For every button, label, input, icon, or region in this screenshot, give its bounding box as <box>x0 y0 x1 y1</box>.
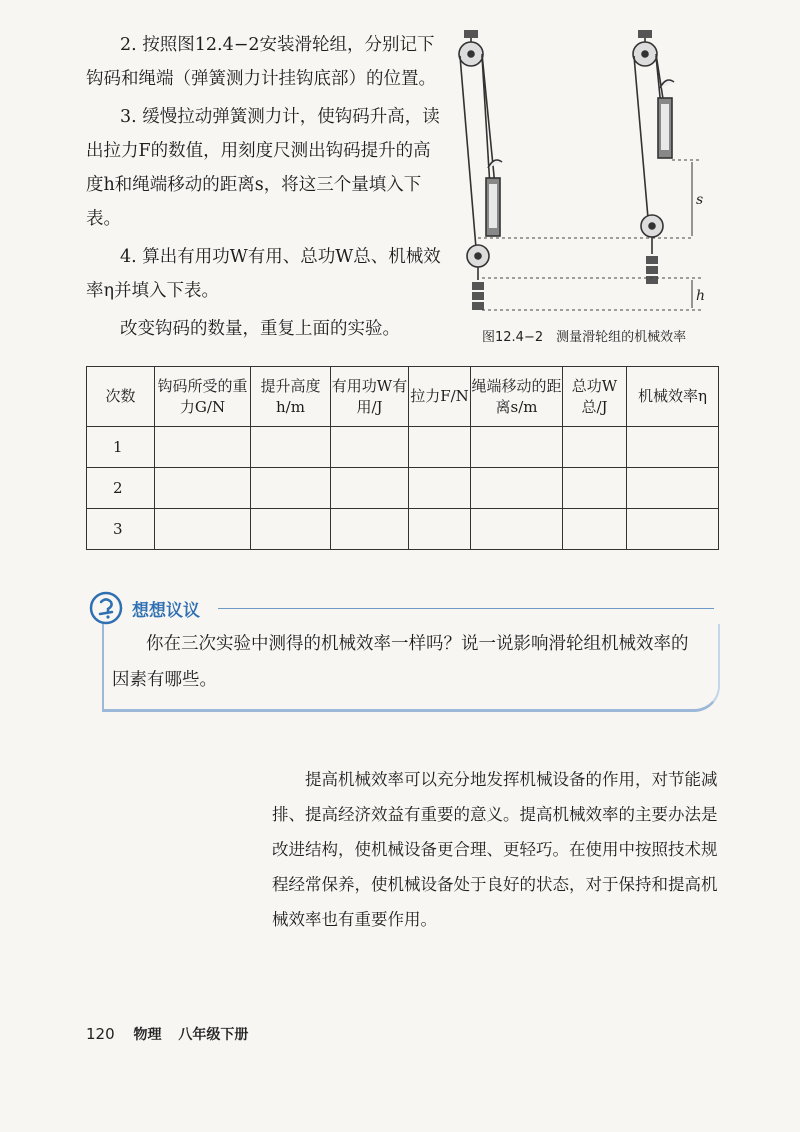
table-cell <box>627 427 719 468</box>
right-pulley-setup <box>633 30 674 284</box>
table-cell <box>409 427 471 468</box>
think-text: 你在三次实验中测得的机械效率一样吗？说一说影响滑轮组机械效率的因素有哪些。 <box>112 634 689 690</box>
pulley-illustration <box>452 28 714 318</box>
think-title: 想想议议 <box>132 601 200 621</box>
table-cell <box>471 427 563 468</box>
table-header-row <box>87 367 719 427</box>
page-number: 120 <box>86 1025 115 1043</box>
title-divider <box>218 608 714 609</box>
table-cell <box>409 468 471 509</box>
table-cell <box>471 509 563 550</box>
table-cell <box>251 427 331 468</box>
table-cell: 1 <box>87 427 155 468</box>
left-pulley-setup <box>459 30 502 310</box>
table-cell: 2 <box>87 468 155 509</box>
table-cell <box>251 468 331 509</box>
table-cell <box>627 468 719 509</box>
header-useful-work: 有用功W有用/J <box>331 367 409 427</box>
page-footer <box>86 1024 260 1044</box>
label-s: s <box>696 192 704 208</box>
header-height: 提升高度h/m <box>251 367 331 427</box>
table-cell <box>331 509 409 550</box>
step-3: 3. 缓慢拉动弹簧测力计，使钩码升高，读出拉力F的数值，用刻度尺测出钩码提升的高度h和绳端移动的距离s，将这三个量填入下表。 <box>86 107 440 229</box>
data-table <box>86 366 718 550</box>
table-cell <box>155 509 251 550</box>
think-discuss-section <box>86 590 722 720</box>
step-2: 2. 按照图12.4−2安装滑轮组，分别记下钩码和绳端（弹簧测力计挂钩底部）的位置。 <box>86 35 436 89</box>
table-row <box>87 427 719 468</box>
header-weight: 钩码所受的重力G/N <box>155 367 251 427</box>
pulley-figure <box>452 28 714 348</box>
header-efficiency: 机械效率η <box>627 367 719 427</box>
body-paragraph: 提高机械效率可以充分地发挥机械设备的作用，对节能减排、提高经济效益有重要的意义。提高机械效率的主要办法是改进结构，使机械设备更合理、更轻巧。在使用中按照技术规程经常保养，使机械设备处于良好的状态，对于保持和提高机械效率也有重要作用。 <box>272 770 718 929</box>
table-cell <box>331 427 409 468</box>
header-force: 拉力F/N <box>409 367 471 427</box>
table-cell <box>155 468 251 509</box>
header-trial: 次数 <box>87 367 155 427</box>
figure-caption: 图12.4−2 测量滑轮组的机械效率 <box>482 330 687 345</box>
table-cell <box>251 509 331 550</box>
table-cell <box>627 509 719 550</box>
reference-lines <box>478 160 702 310</box>
table-row <box>87 509 719 550</box>
table-cell <box>563 509 627 550</box>
step-repeat: 改变钩码的数量，重复上面的实验。 <box>120 319 400 339</box>
table-cell: 3 <box>87 509 155 550</box>
experiment-steps <box>86 28 446 350</box>
lightbulb-face-icon <box>88 590 124 626</box>
step-4: 4. 算出有用功W有用、总功W总、机械效率η并填入下表。 <box>86 247 441 301</box>
table-cell <box>331 468 409 509</box>
table-cell <box>471 468 563 509</box>
label-h: h <box>696 288 706 304</box>
table-cell <box>563 427 627 468</box>
footer-subject: 物理 <box>133 1027 162 1043</box>
table-cell <box>563 468 627 509</box>
header-distance: 绳端移动的距离s/m <box>471 367 563 427</box>
table-cell <box>409 509 471 550</box>
table-row <box>87 468 719 509</box>
footer-grade: 八年级下册 <box>178 1027 249 1043</box>
header-total-work: 总功W总/J <box>563 367 627 427</box>
table-cell <box>155 427 251 468</box>
